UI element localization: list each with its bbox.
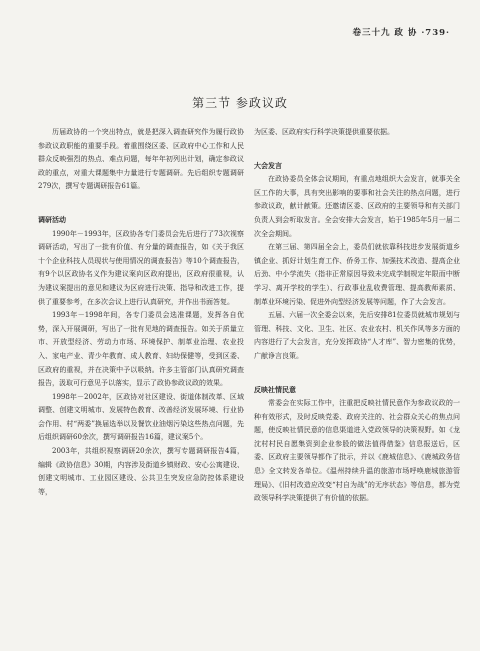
right-column: [254, 126, 460, 506]
paragraph: 1993年－1998年间，各专门委员会选准课题，发挥各自优势，深入开展调研，写出了一批有见地的调查报告。如关于质量立市、开放型经济、劳动力市场、环境保护、制革业治理、农业投入、家电产业、青少年教育、成人教育、妇幼保健等，受到区委、区政府的重视，并在决策中予以吸纳。许多主管部门认真研究调查报告，汲取可行意见予以落实，显示了政协参政议政的效果。: [38, 311, 244, 388]
subsection-heading: 反映社情民意: [254, 385, 296, 394]
paragraph: 在第三届、第四届全会上，委员们就依靠科技进步发展街道乡镇企业、抓好计划生育工作、侨务工作、加强技术改造、提高企业后劲、中小学流失（指非正常原因导致未完成学制规定年限而中断学习、离开学校的学生）、行政事业乱收费管理、提高教师素质、制革业环境污染、促进外向型经济发展等问题，作了大会发言。: [254, 243, 460, 306]
paragraph: 在政协委员全体会议期间，有重点地组织大会发言，就事关全区工作的大事，具有突出影响的要事和社会关注的热点问题，进行参政议政，献计献策。还邀请区委、区政府的主要领导和有关部门负责人到会听取发言。全会安排大会发言，始于1985年5月一届二次全会期间。: [254, 175, 460, 238]
spacer: [38, 194, 244, 206]
subsection-heading: 调研活动: [38, 215, 66, 224]
subsection-heading: 大会发言: [254, 161, 282, 170]
running-header: 卷三十九 政 协 ·739·: [352, 28, 450, 38]
paragraph: 1990年－1993年，区政协各专门委员会先后进行了73次视察调研活动，写出了一批有价值、有分量的调查报告，如《关于我区十个企业科技人员现状与使用情况的调查报告》等10个调查报告，有9个以区政协名义作为建议案向区政府提出，区政府很重视，认为建议案提出的意见和建议为区府进行决策、指导和改进工作，提供了重要参考，在多次会议上进行认真研究，并作出书面答复。: [38, 229, 244, 306]
paragraph: 历届政协的一个突出特点，就是把深入调查研究作为履行政协参政议政职能的重要手段。着重围绕区委、区政府中心工作和人民群众反映强烈的热点、难点问题，每年年初列出计划，确定参政议政的重点，对重大课题集中力量进行专题调研。先后组织专题调研279次，撰写专题调研报告61篇。: [38, 128, 244, 191]
spacer: [254, 140, 460, 152]
spacer: [254, 364, 460, 376]
paragraph: 1998年－2002年，区政协对社区建设、街道体制改革、区域调整、创建文明城市、发展特色教育、改善经济发展环境、行业协会作用、村“两委”换届选举以及餐饮业油烟污染这些热点问题，先后组织调研60余次，撰写调研报告16篇，建议案5个。: [38, 392, 244, 442]
paragraph: 常委会在实际工作中，注重把反映社情民意作为参政议政的一种有效形式，及时反映党委、政府关注的、社会群众关心的焦点问题，使反映社情民意的信息渠道进入党政领导的决策视野。如《龙沈村村民自愿集资到企业参股的做法值得借鉴》信息报送后，区委、区政府主要领导都作了批示，并以《鹿城信息》、《鹿城政务信息》全文转发各单位。《温州持续升温的旅游市场呼唤鹿城旅游管理局》、《旧村改造应改变“村自为战”的无序状态》等信息，都为党政领导科学决策提供了有价值的依据。: [254, 399, 460, 503]
paragraph: 为区委、区政府实行科学决策提供重要依据。: [254, 128, 394, 136]
paragraph: 五届、六届一次全委会以来，先后安排81位委员就城市规划与管理、科技、文化、卫生、社区、农业农村、机关作风等多方面的内容进行了大会发言，充分发挥政协“人才库”、智力密集的优势，广献诤言良策。: [254, 311, 460, 360]
paragraph: 2003年，共组织视察调研20余次，撰写专题调研报告4篇，编辑《政协信息》30期，内容涉及街道乡镇财政、安心公寓建设、创建文明城市、工业园区建设、公共卫生突发应急防控体系建设等，: [38, 447, 244, 496]
section-title: 第三节 参政议政: [192, 96, 288, 110]
left-column: [38, 126, 244, 499]
